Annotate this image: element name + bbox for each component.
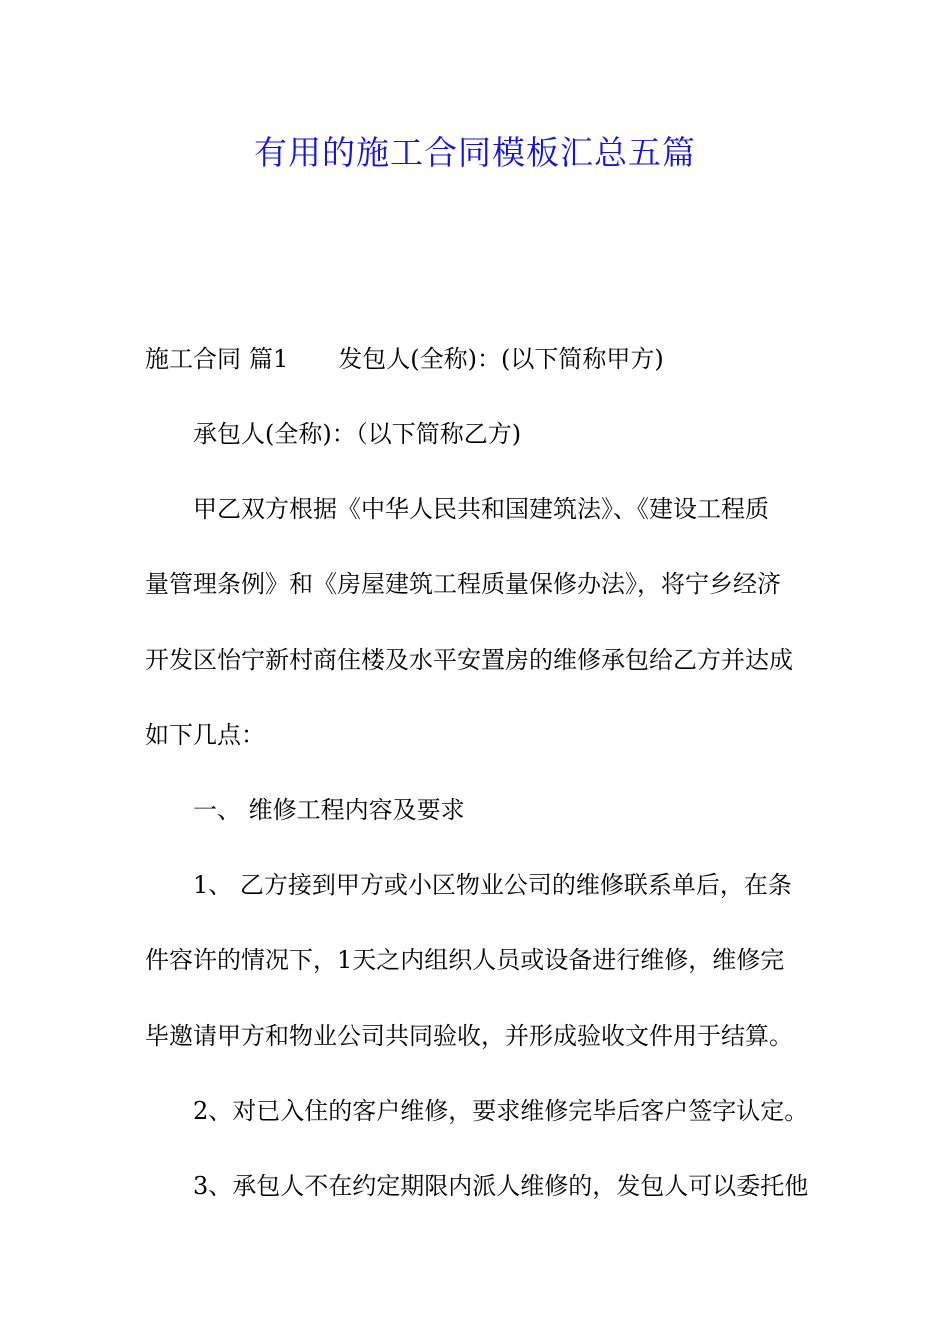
paragraph-line: 甲乙双方根据《中华人民共和国建筑法》、《建设工程质 bbox=[193, 495, 769, 523]
paragraph-line: 量管理条例》和《房屋建筑工程质量保修办法》，将宁乡经济 bbox=[145, 570, 781, 598]
document-title: 有用的施工合同模板汇总五篇 bbox=[254, 133, 696, 172]
clause-line: 1、 乙方接到甲方或小区物业公司的维修联系单后，在条 bbox=[193, 871, 792, 899]
part-label: 篇1 bbox=[249, 345, 289, 373]
section-heading: 一、 维修工程内容及要求 bbox=[193, 796, 465, 824]
contractor-line: 承包人(全称)：（以下简称乙方) bbox=[193, 420, 522, 448]
employer-line: 发包人(全称)：(以下简称甲方) bbox=[338, 345, 664, 373]
clause-line: 毕邀请甲方和物业公司共同验收，并形成验收文件用于结算。 bbox=[145, 1022, 793, 1050]
section-label: 施工合同 bbox=[145, 345, 241, 373]
clause-line: 2、对已入住的客户维修，要求维修完毕后客户签字认定。 bbox=[193, 1097, 809, 1125]
clause-line: 件容许的情况下，1天之内组织人员或设备进行维修，维修完 bbox=[145, 946, 785, 974]
paragraph-line: 如下几点： bbox=[145, 721, 265, 749]
paragraph-line: 开发区怡宁新村商住楼及水平安置房的维修承包给乙方并达成 bbox=[145, 646, 793, 674]
clause-line: 3、承包人不在约定期限内派人维修的，发包人可以委托他 bbox=[193, 1172, 809, 1200]
contract-heading-line bbox=[145, 341, 825, 377]
